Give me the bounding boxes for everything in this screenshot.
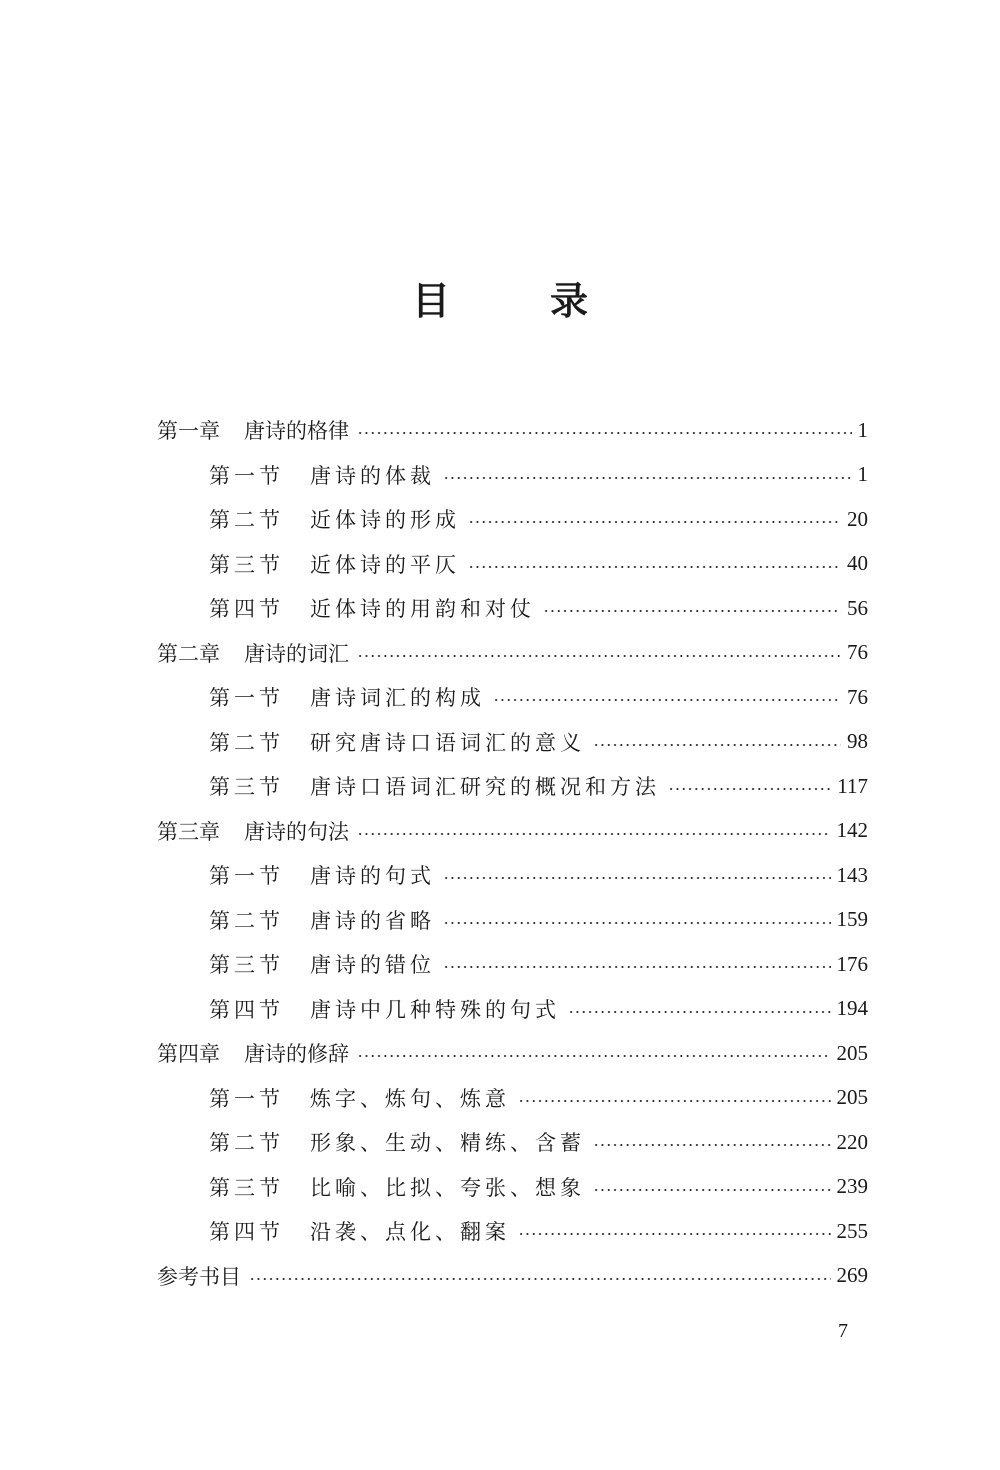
section-title: 近体诗的平仄 bbox=[310, 552, 460, 577]
page-ref: 117 bbox=[837, 773, 868, 798]
page-ref: 269 bbox=[836, 1263, 868, 1288]
section-title: 唐诗的省略 bbox=[310, 908, 435, 933]
section-title: 形象、生动、精练、含蓄 bbox=[310, 1131, 585, 1156]
dot-leader bbox=[593, 744, 841, 746]
section-number: 第二节 bbox=[209, 908, 284, 933]
dot-leader bbox=[357, 655, 841, 657]
page-ref: 56 bbox=[847, 595, 868, 620]
page-ref: 1 bbox=[857, 462, 868, 487]
page-ref: 176 bbox=[836, 951, 868, 976]
page-number: 7 bbox=[838, 1320, 848, 1342]
toc-entry[interactable] bbox=[157, 720, 868, 765]
section-title: 唐诗的句式 bbox=[310, 864, 435, 889]
toc-entry[interactable] bbox=[157, 764, 868, 809]
page-ref: 159 bbox=[836, 907, 868, 932]
dot-leader bbox=[468, 521, 841, 523]
page-ref: 76 bbox=[847, 640, 868, 665]
title-char-right: 录 bbox=[550, 279, 589, 323]
ref-title: 参考书目 bbox=[157, 1264, 241, 1289]
page-ref: 40 bbox=[847, 551, 868, 576]
dot-leader bbox=[468, 566, 841, 568]
section-title: 唐诗口语词汇研究的概况和方法 bbox=[310, 775, 660, 800]
dot-leader bbox=[443, 966, 831, 968]
page-ref: 1 bbox=[857, 417, 868, 442]
page-ref: 142 bbox=[836, 818, 868, 843]
toc-entry[interactable] bbox=[157, 631, 868, 676]
dot-leader bbox=[357, 833, 831, 835]
dot-leader bbox=[493, 699, 841, 701]
chapter-title: 唐诗的词汇 bbox=[244, 641, 349, 666]
section-number: 第二节 bbox=[209, 1131, 284, 1156]
page-ref: 205 bbox=[836, 1040, 868, 1065]
toc-entry[interactable] bbox=[157, 987, 868, 1032]
section-title: 研究唐诗口语词汇的意义 bbox=[310, 730, 585, 755]
dot-leader bbox=[357, 432, 852, 434]
section-title: 近体诗的用韵和对仗 bbox=[310, 597, 535, 622]
toc-entry[interactable] bbox=[157, 1076, 868, 1121]
chapter-title: 唐诗的格律 bbox=[244, 419, 349, 444]
section-number: 第四节 bbox=[209, 1220, 284, 1245]
page-ref: 205 bbox=[836, 1085, 868, 1110]
toc-entry[interactable] bbox=[157, 853, 868, 898]
chapter-number: 第四章 bbox=[157, 1042, 220, 1067]
dot-leader bbox=[443, 877, 831, 879]
chapter-number: 第三章 bbox=[157, 819, 220, 844]
page-ref: 76 bbox=[847, 684, 868, 709]
section-number: 第四节 bbox=[209, 997, 284, 1022]
page-title bbox=[0, 270, 1000, 325]
section-number: 第一节 bbox=[209, 686, 284, 711]
toc-entry[interactable] bbox=[157, 1165, 868, 1210]
dot-leader bbox=[593, 1144, 831, 1146]
dot-leader bbox=[249, 1278, 831, 1280]
table-of-contents bbox=[157, 408, 868, 1298]
page-ref: 255 bbox=[836, 1218, 868, 1243]
section-number: 第一节 bbox=[209, 864, 284, 889]
dot-leader bbox=[518, 1100, 831, 1102]
section-number: 第四节 bbox=[209, 597, 284, 622]
dot-leader bbox=[443, 477, 852, 479]
toc-entry[interactable] bbox=[157, 408, 868, 453]
toc-entry[interactable] bbox=[157, 942, 868, 987]
section-number: 第二节 bbox=[209, 508, 284, 533]
section-number: 第三节 bbox=[209, 775, 284, 800]
title-char-left: 目 bbox=[411, 279, 450, 323]
page-ref: 220 bbox=[836, 1129, 868, 1154]
dot-leader bbox=[443, 922, 831, 924]
section-number: 第三节 bbox=[209, 1175, 284, 1200]
section-title: 唐诗的错位 bbox=[310, 953, 435, 978]
toc-entry[interactable] bbox=[157, 586, 868, 631]
section-title: 唐诗中几种特殊的句式 bbox=[310, 997, 560, 1022]
chapter-number: 第一章 bbox=[157, 419, 220, 444]
toc-entry[interactable] bbox=[157, 675, 868, 720]
section-number: 第一节 bbox=[209, 463, 284, 488]
section-number: 第三节 bbox=[209, 552, 284, 577]
chapter-title: 唐诗的句法 bbox=[244, 819, 349, 844]
chapter-title: 唐诗的修辞 bbox=[244, 1042, 349, 1067]
section-title: 唐诗的体裁 bbox=[310, 463, 435, 488]
dot-leader bbox=[357, 1055, 831, 1057]
toc-entry[interactable] bbox=[157, 497, 868, 542]
toc-entry[interactable] bbox=[157, 1254, 868, 1299]
chapter-number: 第二章 bbox=[157, 641, 220, 666]
section-title: 沿袭、点化、翻案 bbox=[310, 1220, 510, 1245]
toc-entry[interactable] bbox=[157, 1209, 868, 1254]
dot-leader bbox=[568, 1011, 831, 1013]
dot-leader bbox=[543, 610, 841, 612]
section-number: 第二节 bbox=[209, 730, 284, 755]
page-ref: 20 bbox=[847, 506, 868, 531]
page-ref: 143 bbox=[836, 862, 868, 887]
toc-entry[interactable] bbox=[157, 809, 868, 854]
section-title: 炼字、炼句、炼意 bbox=[310, 1086, 510, 1111]
section-title: 近体诗的形成 bbox=[310, 508, 460, 533]
section-title: 比喻、比拟、夸张、想象 bbox=[310, 1175, 585, 1200]
page-ref: 239 bbox=[836, 1174, 868, 1199]
dot-leader bbox=[518, 1233, 831, 1235]
page-ref: 98 bbox=[847, 729, 868, 754]
dot-leader bbox=[668, 788, 831, 790]
toc-entry[interactable] bbox=[157, 542, 868, 587]
page-ref: 194 bbox=[836, 996, 868, 1021]
dot-leader bbox=[593, 1189, 831, 1191]
toc-entry[interactable] bbox=[157, 898, 868, 943]
toc-entry[interactable] bbox=[157, 1031, 868, 1076]
toc-entry[interactable] bbox=[157, 453, 868, 498]
toc-entry[interactable] bbox=[157, 1120, 868, 1165]
section-number: 第三节 bbox=[209, 953, 284, 978]
section-number: 第一节 bbox=[209, 1086, 284, 1111]
section-title: 唐诗词汇的构成 bbox=[310, 686, 485, 711]
